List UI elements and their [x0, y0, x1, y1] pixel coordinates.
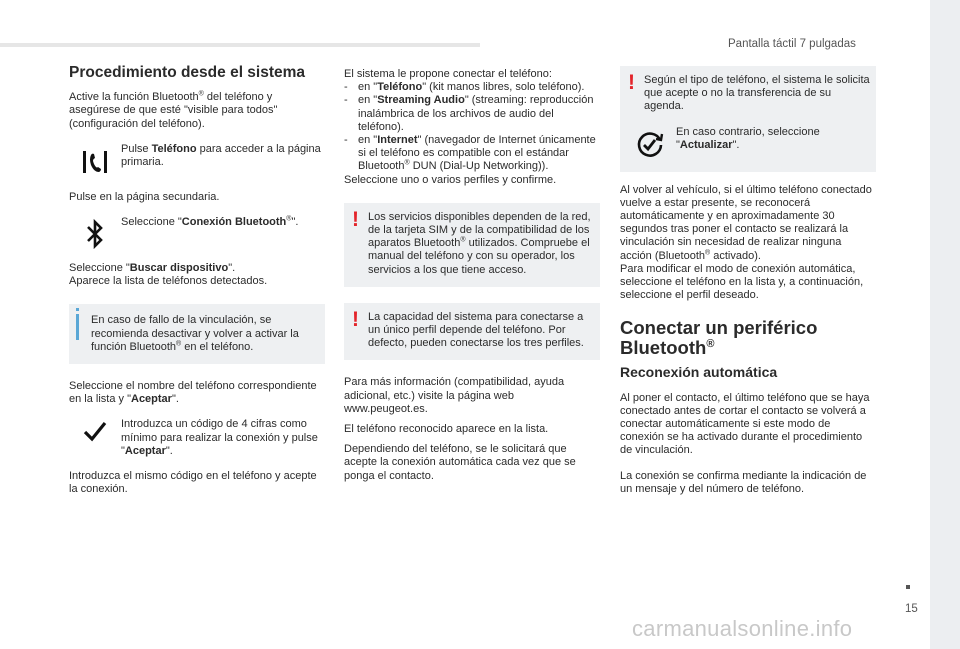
section-end-marker — [906, 585, 910, 589]
subsection-heading: Reconexión automática — [620, 364, 778, 381]
column-1 — [69, 66, 325, 496]
paragraph: El sistema le propone conectar el teléfono: — [344, 68, 552, 80]
warning-note: ! La capacidad del sistema para conectarse a un único perfil depende del teléfono. Por defecto, pueden conectarse los tres perfiles. — [344, 303, 600, 361]
paragraph: Pulse en la página secundaria. — [69, 190, 220, 203]
warning-note: ! Los servicios disponibles dependen de la red, de la tarjeta SIM y de la compatibilidad de los aparatos Bluetooth® utilizados. Compruebe el manual del teléfono y con su operador, los servicios a los que tiene acceso. — [344, 203, 600, 287]
step-text: Pulse Teléfono para acceder a la página primaria. — [121, 142, 321, 169]
paragraph: Introduzca el mismo código en el teléfono y acepte la conexión. — [69, 470, 317, 496]
step-bluetooth — [69, 216, 325, 250]
section-heading: Procedimiento desde el sistema — [69, 64, 306, 81]
paragraph: Al poner el contacto, el último teléfono que se haya conectado antes de cortar el contacto se volverá a conectar automáticamente si este modo de conexión se ha activado durante el procedimiento de vinculación. — [620, 391, 870, 457]
list-item: - en "Teléfono" (kit manos libres, solo teléfono). — [344, 81, 600, 94]
bluetooth-icon — [69, 216, 121, 250]
checkmark-icon — [69, 418, 121, 442]
list-item: - en "Internet" (navegador de Internet únicamente si el teléfono es compatible con el estándar Bluetooth® DUN (Dial-Up Networking)). — [344, 134, 600, 174]
paragraph: Aparece la lista de teléfonos detectados. — [69, 275, 268, 288]
phone-icon — [69, 143, 121, 179]
step-update — [624, 126, 870, 160]
profile-list — [344, 81, 600, 173]
step-confirm — [69, 418, 325, 458]
paragraph: Seleccione "Buscar dispositivo". — [69, 262, 236, 275]
page-number: 15 — [905, 603, 918, 615]
paragraph: Seleccione el nombre del teléfono correspondiente en la lista y "Aceptar". — [69, 380, 317, 406]
paragraph: Seleccione uno o varios perfiles y confirme. — [344, 173, 557, 186]
paragraph: Para modificar el modo de conexión automática, seleccione el teléfono en la lista y, a continuación, seleccione el perfil deseado. — [620, 262, 864, 302]
paragraph: La conexión se confirma mediante la indicación de un mensaje y del número de teléfono. — [620, 469, 867, 495]
paragraph: Active la función Bluetooth® del teléfono y asegúrese de que esté "visible para todos" (configuración del teléfono). — [69, 90, 278, 130]
info-note: En caso de fallo de la vinculación, se recomienda desactivar y volver a activar la función Bluetooth® en el teléfono. — [69, 304, 325, 364]
warning-note: ! Según el tipo de teléfono, el sistema le solicita que acepte o no la transferencia de su agenda. En caso contrario, seleccione "Actualizar". — [620, 66, 876, 172]
paragraph: Dependiendo del teléfono, se le solicitará que acepte la conexión automática cada vez que se ponga el contacto. — [344, 443, 576, 482]
warning-icon: ! — [352, 307, 359, 331]
column-3 — [620, 66, 876, 496]
step-text: Introduzca un código de 4 cifras como mínimo para realizar la conexión y pulse "Aceptar". — [121, 418, 318, 457]
header-rule — [0, 43, 480, 47]
paragraph: Al volver al vehículo, si el último teléfono conectado vuelve a estar presente, se reconocerá automáticamente y en aproximadamente 30 segundos tras poner el contacto se realizará la vinculación sin necesidad de realizar ninguna acción (Bluetooth® activado). — [620, 183, 872, 262]
info-icon — [76, 314, 79, 340]
paragraph: Para más información (compatibilidad, ayuda adicional, etc.) visite la página web www.peugeot.es. — [344, 376, 565, 415]
step-text: En caso contrario, seleccione "Actualizar". — [676, 125, 820, 151]
step-phone — [69, 143, 325, 179]
section-heading: Conectar un periférico Bluetooth® — [620, 317, 818, 359]
step-text: Seleccione "Conexión Bluetooth®". — [121, 215, 299, 229]
refresh-check-icon — [624, 126, 676, 160]
warning-icon: ! — [628, 71, 635, 94]
warning-icon: ! — [352, 207, 359, 231]
paragraph: El teléfono reconocido aparece en la lista. — [344, 423, 549, 436]
column-2 — [344, 68, 600, 483]
watermark: carmanualsonline.info — [632, 616, 853, 641]
running-header: Pantalla táctil 7 pulgadas — [728, 38, 856, 50]
list-item: - en "Streaming Audio" (streaming: reproducción inalámbrica de los archivos de audio del teléfono). — [344, 94, 600, 134]
page-edge-strip — [930, 0, 960, 649]
